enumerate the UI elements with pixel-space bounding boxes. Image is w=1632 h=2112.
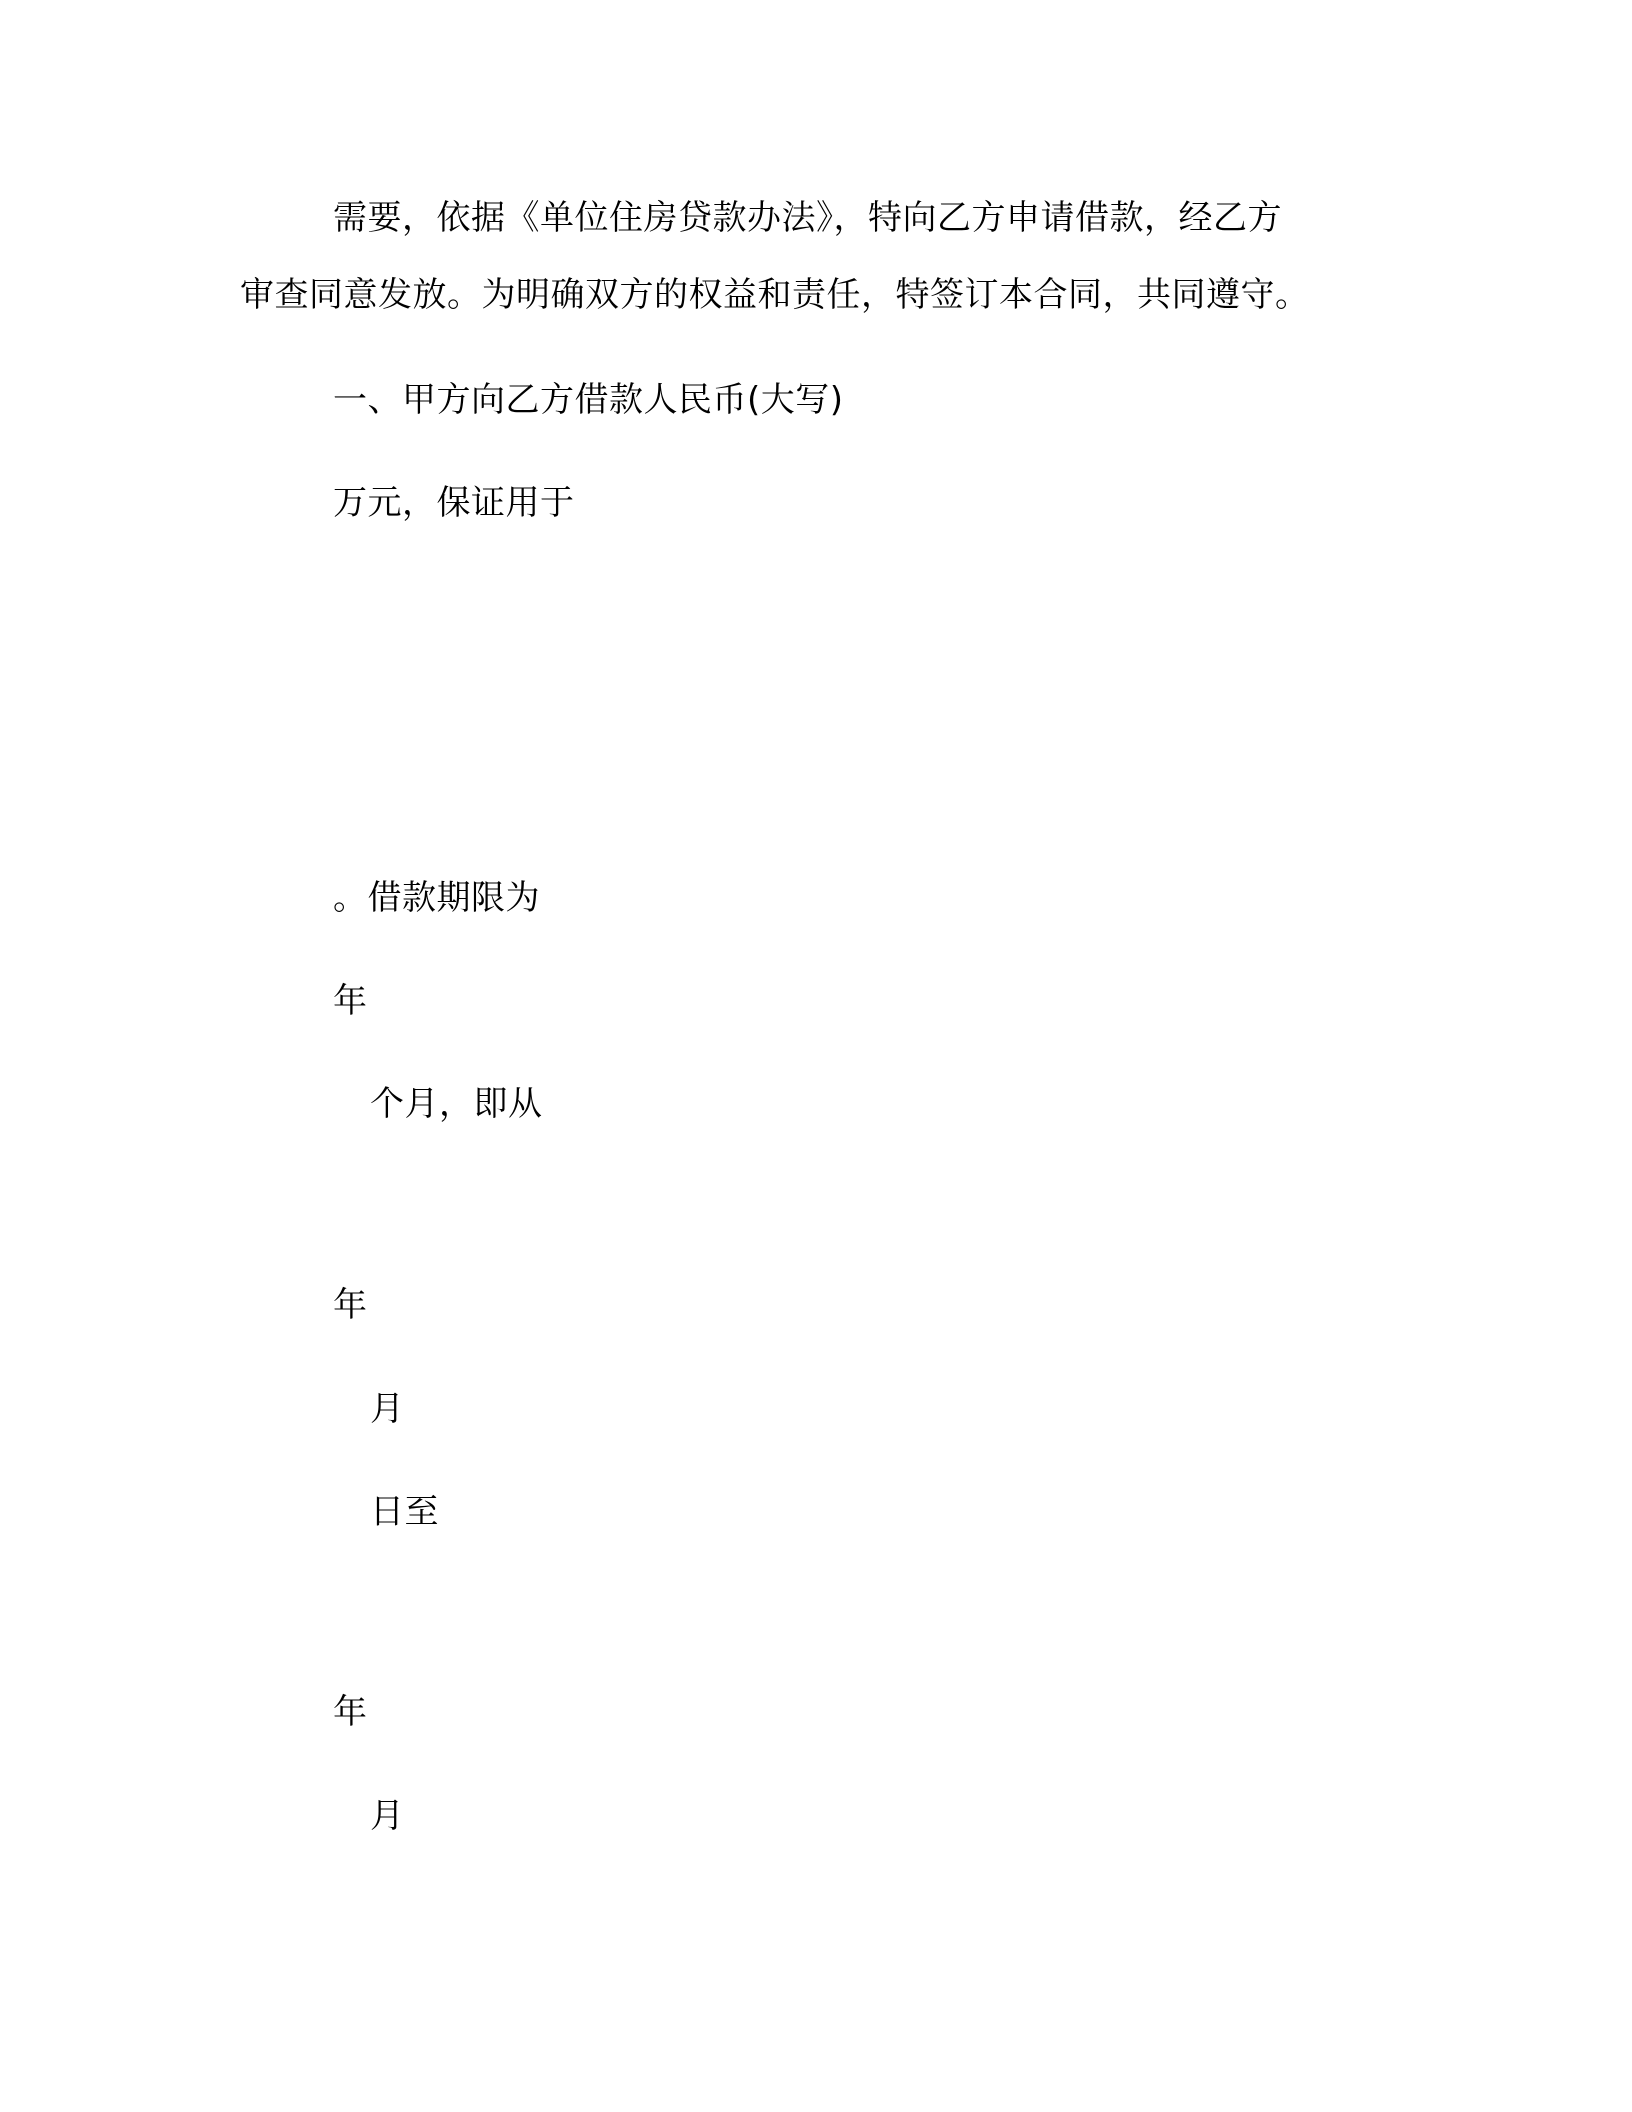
paragraph-line-2: 审查同意发放。为明确双方的权益和责任，特签订本合同，共同遵守。 (240, 275, 1310, 315)
end-month-label: 月 (370, 1796, 405, 1836)
term-year-label: 年 (333, 981, 368, 1021)
paragraph-line-1: 需要，依据《单位住房贷款办法》，特向乙方申请借款，经乙方 (333, 198, 1282, 238)
end-year-label: 年 (333, 1692, 368, 1732)
start-year-label: 年 (333, 1285, 368, 1325)
clause-one-heading: 一、甲方向乙方借款人民币(大写) (333, 380, 844, 420)
amount-purpose-line: 万元，保证用于 (333, 483, 575, 523)
start-month-label: 月 (370, 1389, 405, 1429)
start-day-to-label: 日至 (370, 1492, 439, 1532)
loan-term-line: 。借款期限为 (333, 878, 540, 918)
term-months-line: 个月，即从 (370, 1084, 543, 1124)
